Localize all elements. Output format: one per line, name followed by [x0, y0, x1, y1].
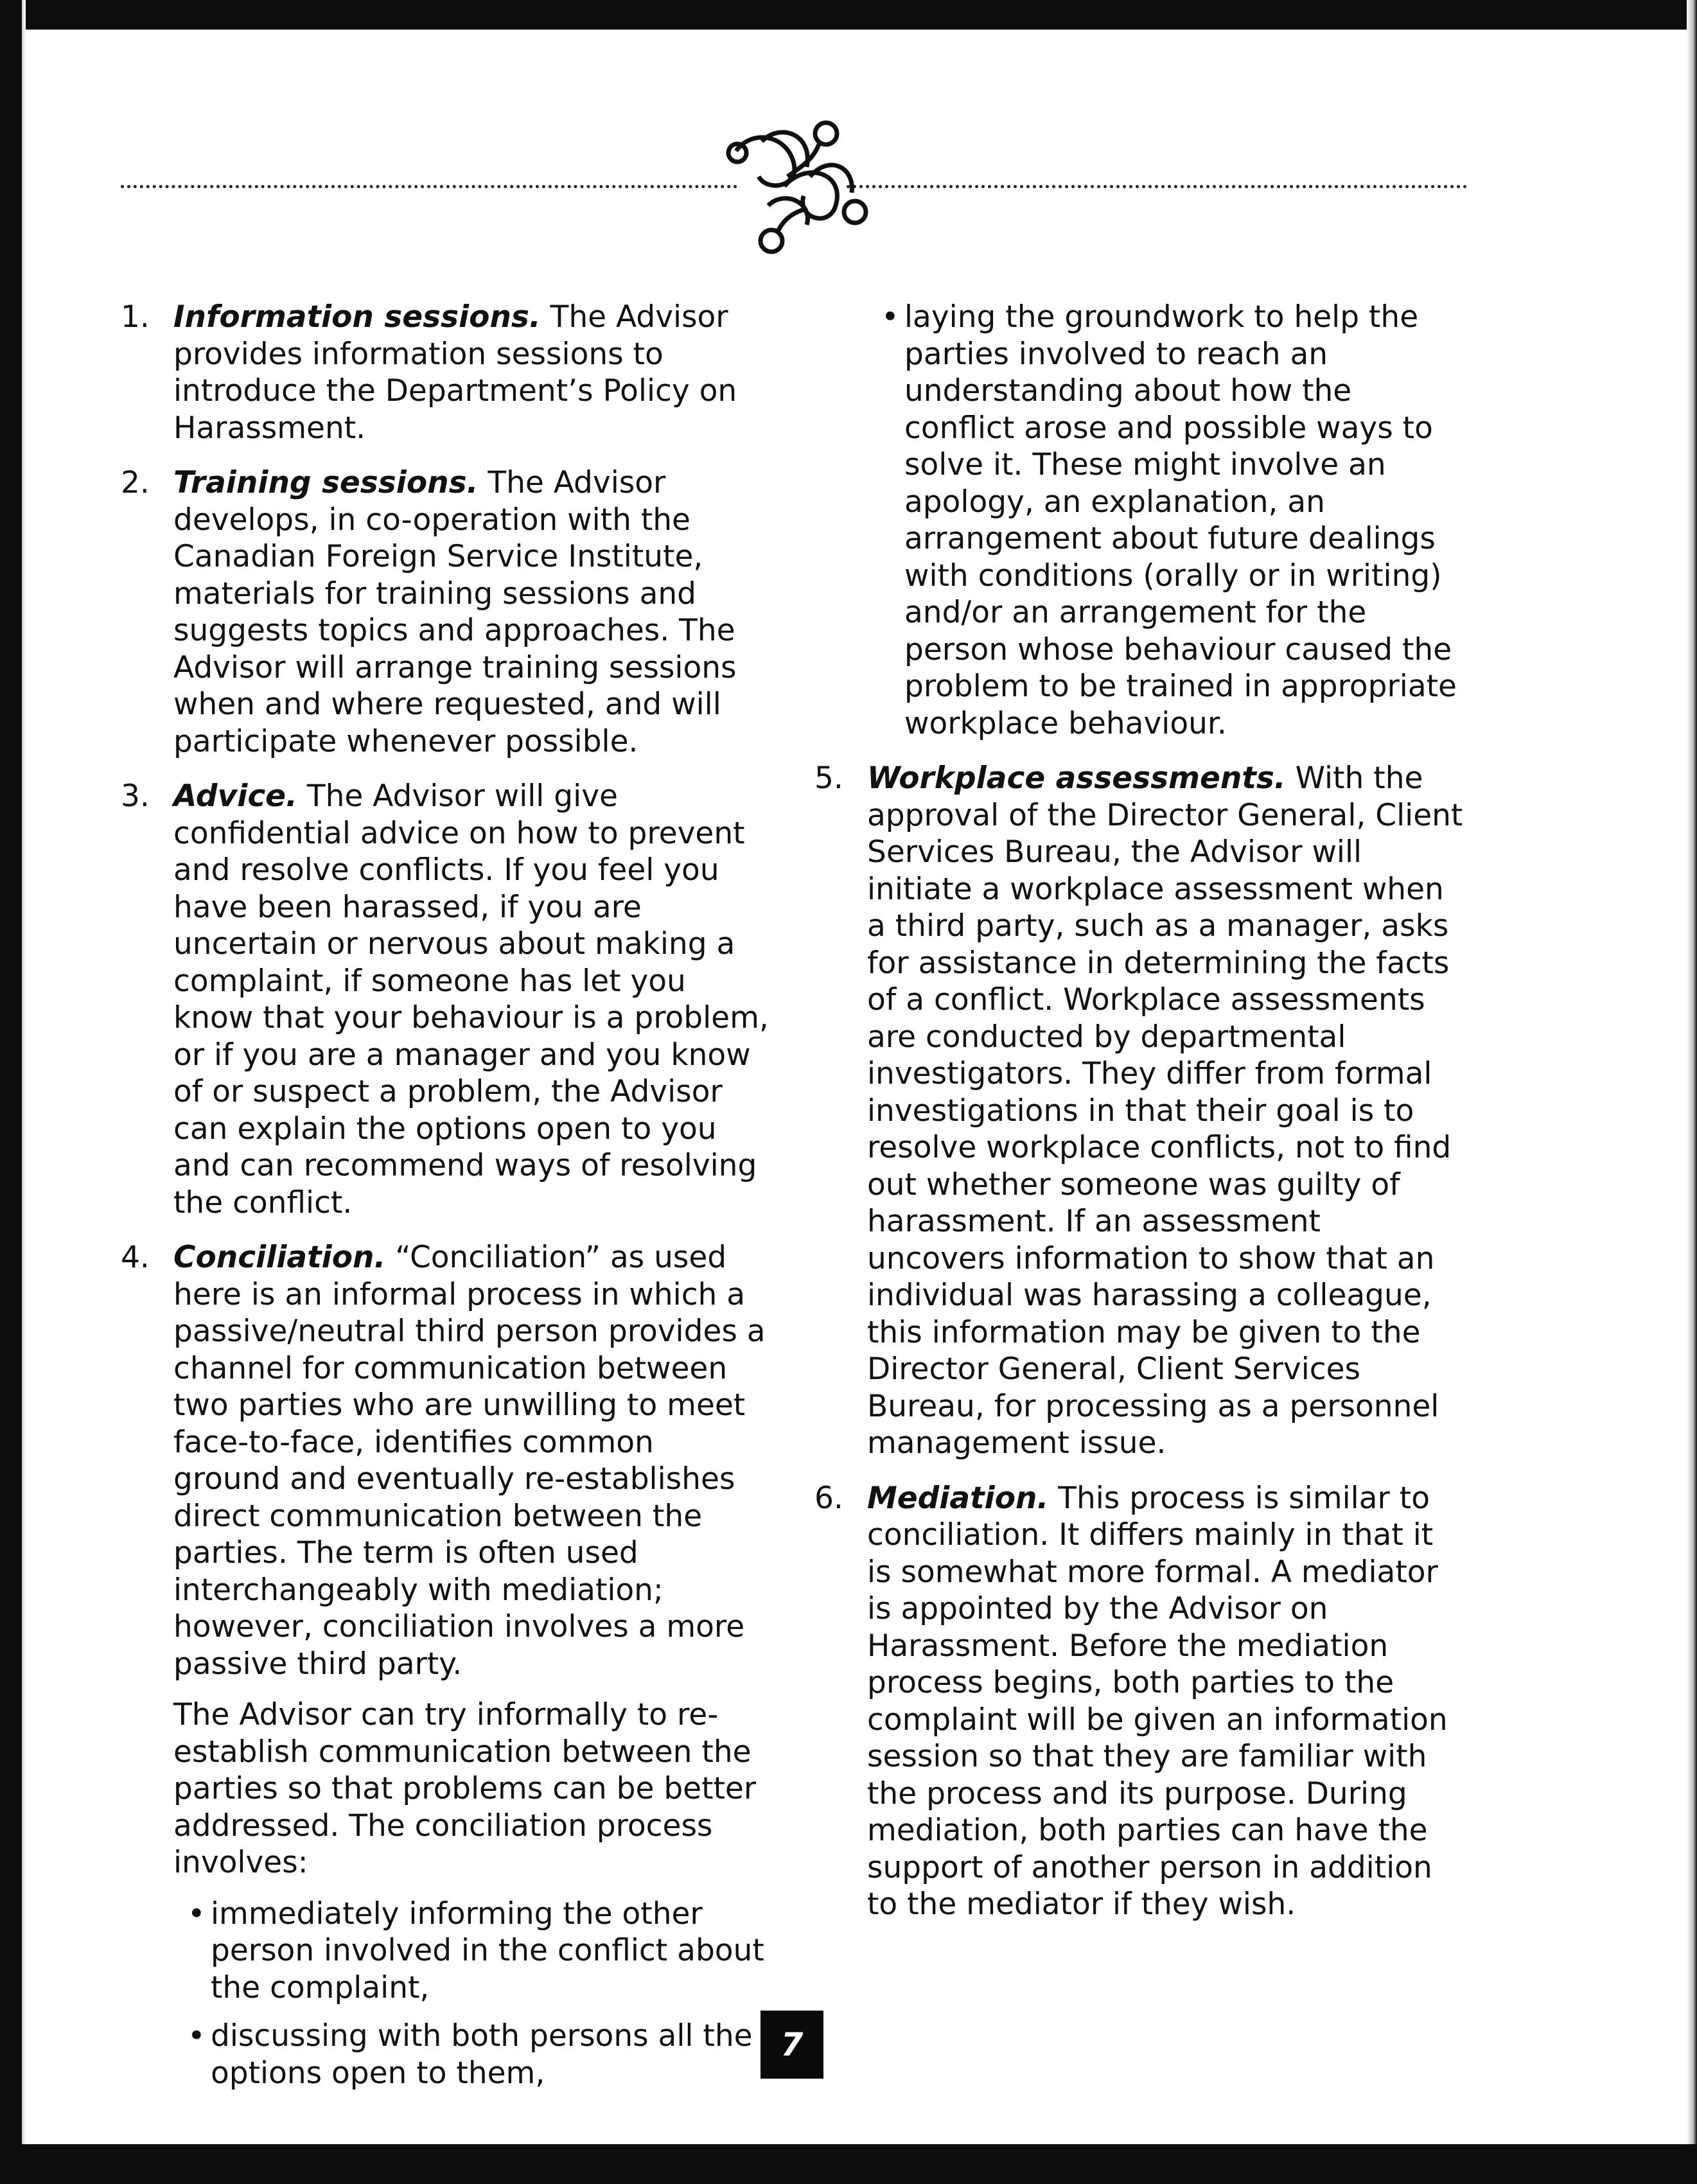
- item-number: 2.: [121, 465, 150, 500]
- scan-border-top: [0, 0, 1697, 30]
- bullet-item: • immediately informing the other person involved in the conflict about the complaint,: [173, 1896, 769, 2007]
- item-heading: Mediation.: [867, 1480, 1049, 1516]
- item-text: “Conciliation” as used here is an informal process in which a passive/neutral third person provides a channel for communication between two parties who are unwilling to meet face-to-face, identifies common ground and eventually re-establishes direct communication between the parties. The term is often used interchangeably with mediation; however, conciliation involves a more passive third party.: [173, 1240, 766, 1682]
- item-number: 3.: [121, 779, 150, 814]
- left-column: [121, 299, 769, 2109]
- item-heading: Workplace assessments.: [867, 761, 1286, 796]
- continued-bullets: [814, 299, 1466, 742]
- item-heading: Training sessions.: [173, 465, 479, 500]
- page-number-badge: [761, 2011, 823, 2079]
- list-item-conciliation: [121, 1239, 769, 2092]
- bullet-item: • laying the groundwork to help the parties involved to reach an understanding about how the conflict arose and possible ways to solve it. These might involve an apology, an explanation, an arrangement about future dealings with conditions (orally or in writing) and/or an arrangement for the person whose behaviour caused the problem to be trained in appropriate workplace behaviour.: [814, 299, 1466, 742]
- page-number: 7: [780, 2026, 804, 2063]
- list-item-workplace-assessments: [814, 760, 1466, 1462]
- bullet-item: • discussing with both persons all the options open to them,: [173, 2018, 769, 2092]
- header-dotted-rule-left: [121, 185, 737, 188]
- item-text: The Advisor will give confidential advice on how to prevent and resolve conflicts. If you feel you have been harassed, if you are uncertain or nervous about making a complaint, if someone has let you know that your behaviour is a problem, or if you are a manager and you know of or suspect a problem, the Advisor can explain the options open to you and can recommend ways of resolving the conflict.: [173, 779, 769, 1220]
- scan-border-bottom: [0, 2144, 1697, 2184]
- item-number: 4.: [121, 1240, 150, 1275]
- interlocking-rings-ornament-icon: [723, 116, 871, 257]
- item-text: This process is similar to conciliation. It differs mainly in that it is somewhat more formal. A mediator is appointed by the Advisor on Harassment. Before the mediation process begins, both parties to the complaint will be given an information session so that they are familiar with the process and its purpose. During mediation, both parties can have the support of another person in addition to the mediator if they wish.: [867, 1480, 1448, 1922]
- list-item-mediation: [814, 1480, 1466, 1923]
- item-text: The Advisor provides information sessions to introduce the Department’s Policy on Harassment.: [173, 299, 737, 446]
- conciliation-bullets: [173, 1896, 769, 2092]
- item-heading: Advice.: [173, 779, 297, 814]
- scan-border-right: [1687, 0, 1697, 2184]
- header-dotted-rule-right: [847, 185, 1467, 188]
- item-number: 5.: [814, 761, 843, 796]
- conciliation-paragraph: The Advisor can try informally to re-establish communication between the parties so that problems can be better addressed. The conciliation process involves:: [173, 1697, 757, 1880]
- scan-border-left: [0, 0, 26, 2184]
- item-number: 6.: [814, 1480, 843, 1516]
- item-number: 1.: [121, 299, 150, 335]
- right-column: [814, 299, 1466, 1941]
- item-heading: Conciliation.: [173, 1240, 386, 1275]
- list-item-advice: [121, 778, 769, 1221]
- list-item-information-sessions: [121, 299, 769, 446]
- item-heading: Information sessions.: [173, 299, 541, 335]
- item-text: The Advisor develops, in co-operation with the Canadian Foreign Service Institute, materials for training sessions and suggests topics and approaches. The Advisor will arrange training sessions when and where requested, and will participate whenever possible.: [173, 465, 737, 759]
- list-item-training-sessions: [121, 464, 769, 760]
- item-text: With the approval of the Director General, Client Services Bureau, the Advisor will initiate a workplace assessment when a third party, such as a manager, asks for assistance in determining the facts of a conflict. Workplace assessments are conducted by departmental investigators. They differ from formal investigations in that their goal is to resolve workplace conflicts, not to find out whether someone was guilty of harassment. If an assessment uncovers information to show that an individual was harassing a colleague, this information may be given to the Director General, Client Services Bureau, for processing as a personnel management issue.: [867, 761, 1463, 1461]
